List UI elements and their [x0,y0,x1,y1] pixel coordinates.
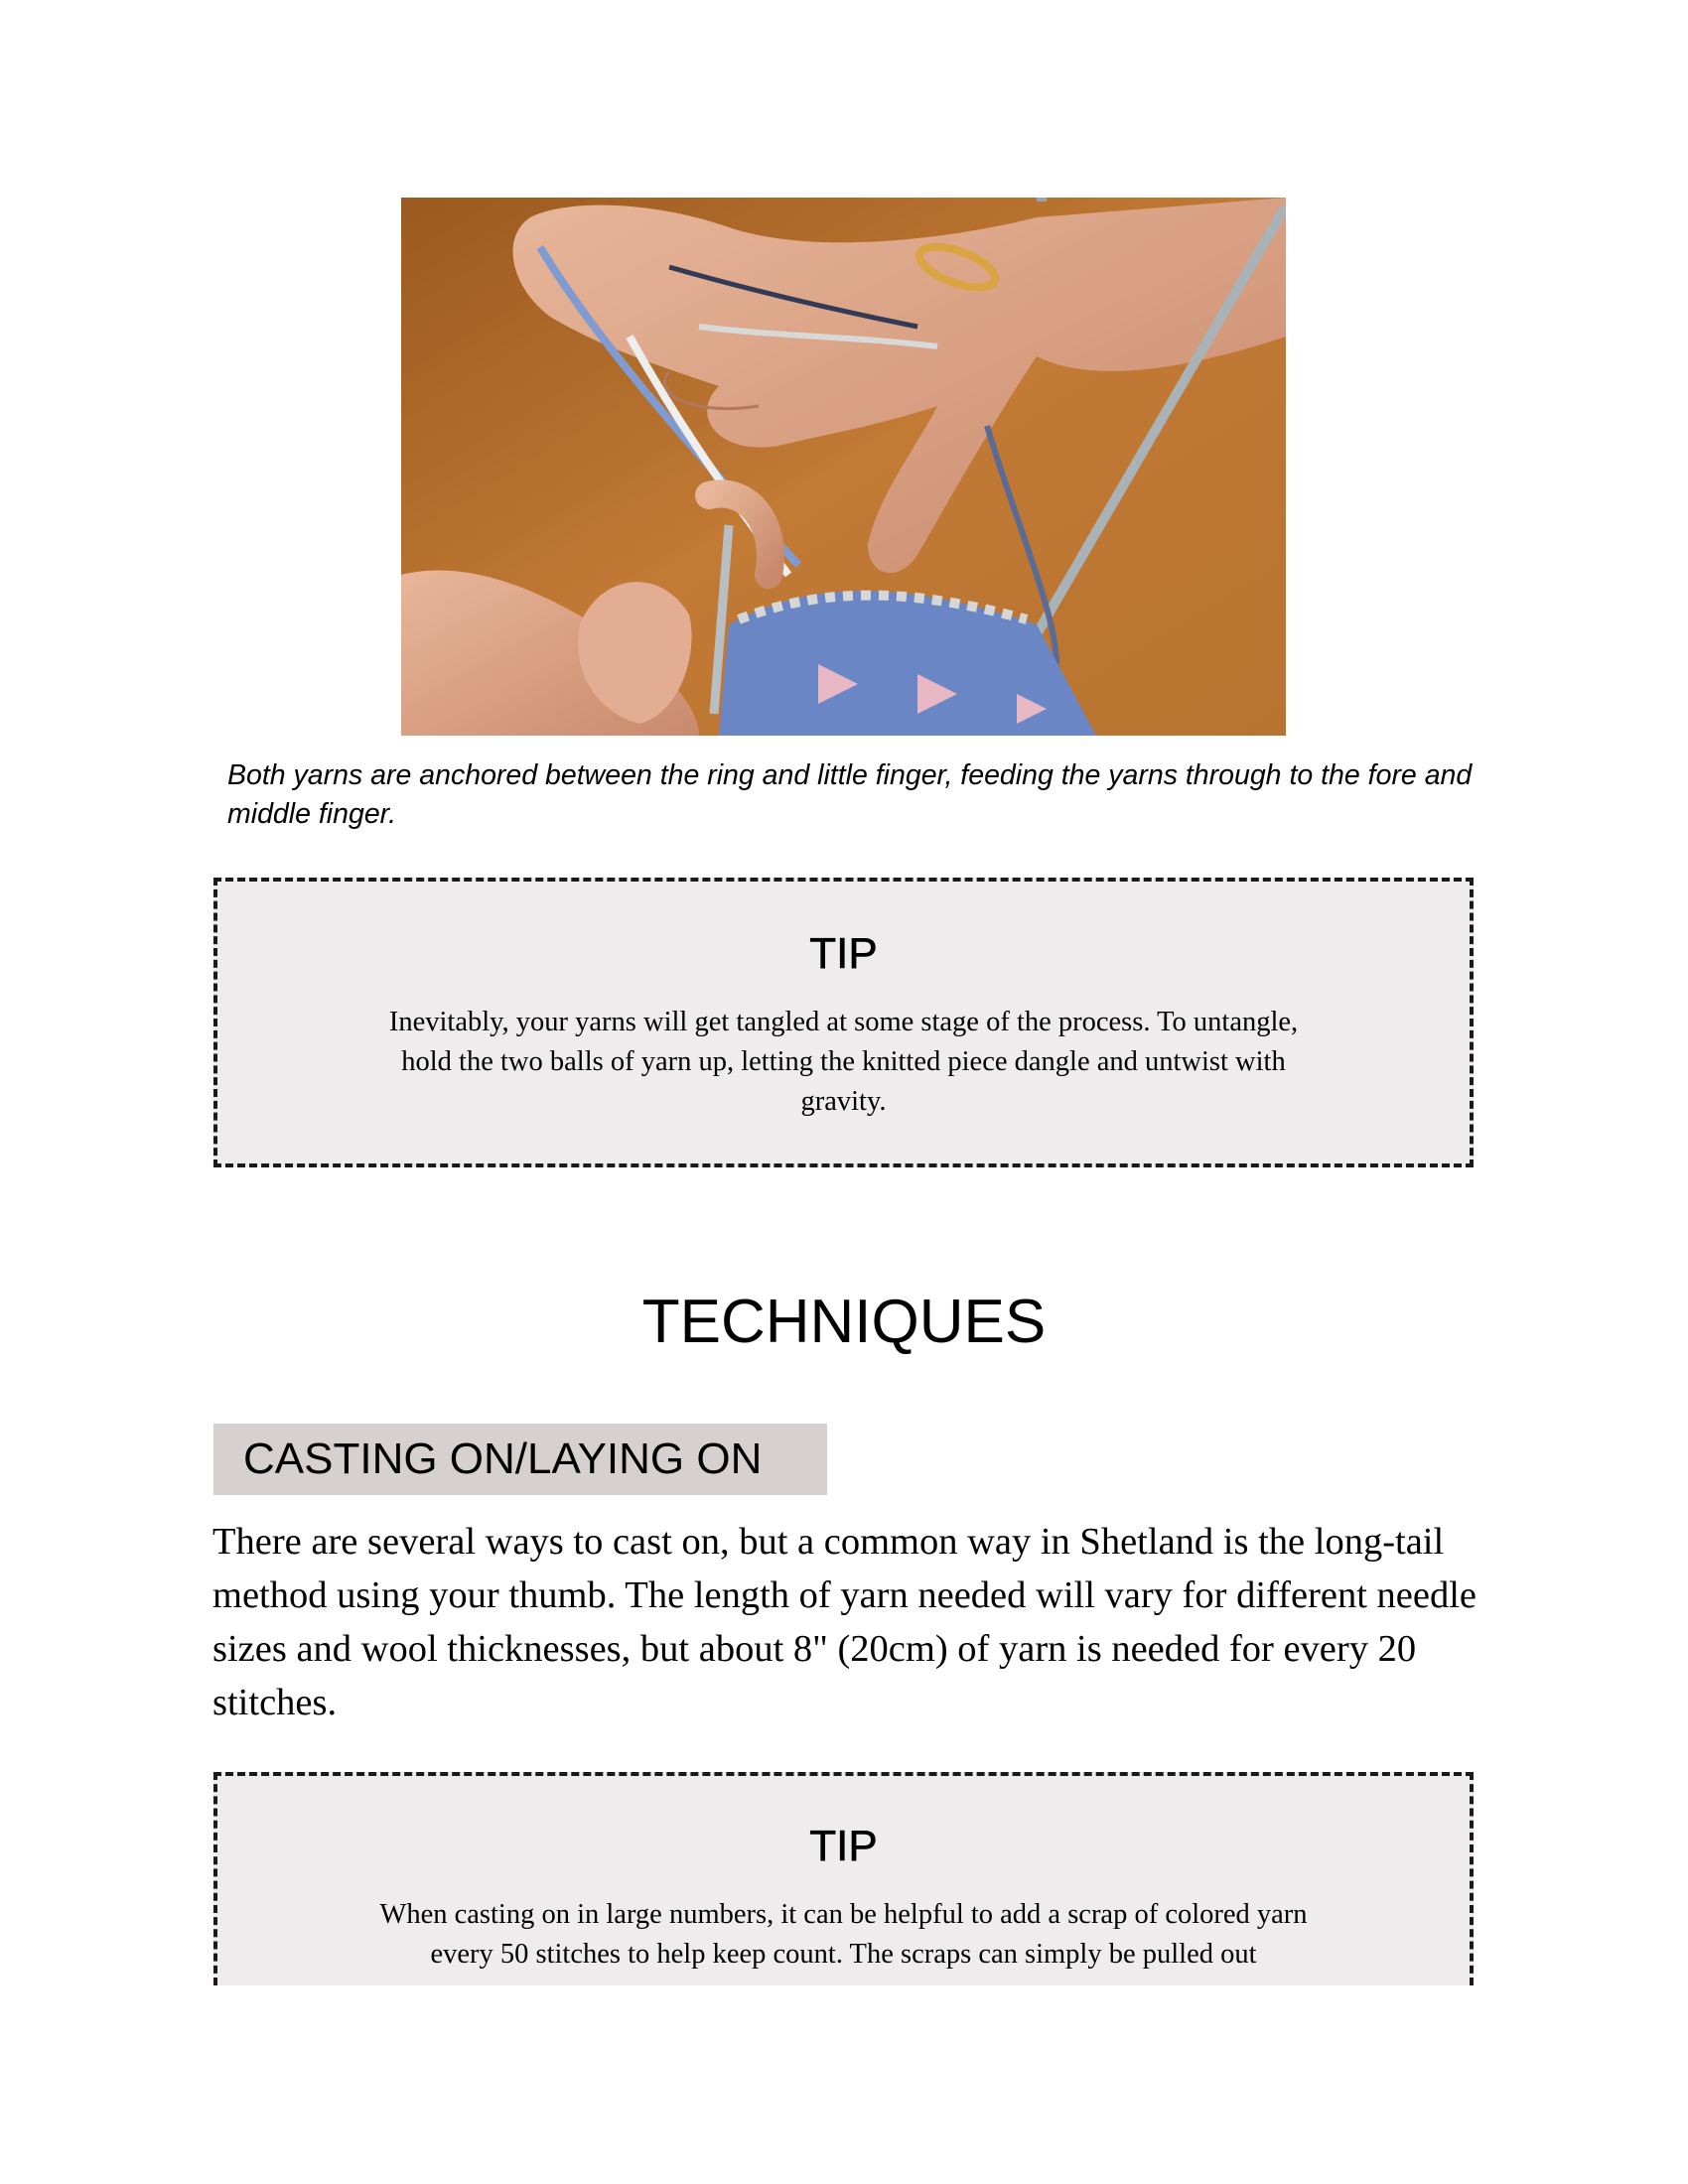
tip-body: Inevitably, your yarns will get tangled at some stage of the process. To untangle, hold the two balls of yarn up, letting the knitted piece dangle and untwist with gravity. [388,1007,1299,1117]
figure-caption: Both yarns are anchored between the ring and little finger, feeding the yarns through to the fore and middle finger. [227,759,1473,830]
tip-body-2: When casting on in large numbers, it can be helpful to add a scrap of colored yarn every 50 stitches to help keep count. The scraps can simply be pulled out [379,1899,1308,1970]
knitting-hands-photo [401,198,1286,736]
tip-title-2: TIP [809,1822,878,1870]
tip-box-2 [213,1772,1474,1985]
body-paragraph: There are several ways to cast on, but a common way in Shetland is the long-tail method using your thumb. The length of yarn needed will vary for different needle sizes and wool thicknesses, but about 8" (20cm) of yarn is needed for every 20 stitches. [212,1521,1477,1723]
section-heading: TECHNIQUES [641,1288,1047,1356]
tip-title: TIP [809,929,878,978]
tip-box [213,878,1474,1167]
subsection-heading: CASTING ON/LAYING ON [213,1424,827,1495]
